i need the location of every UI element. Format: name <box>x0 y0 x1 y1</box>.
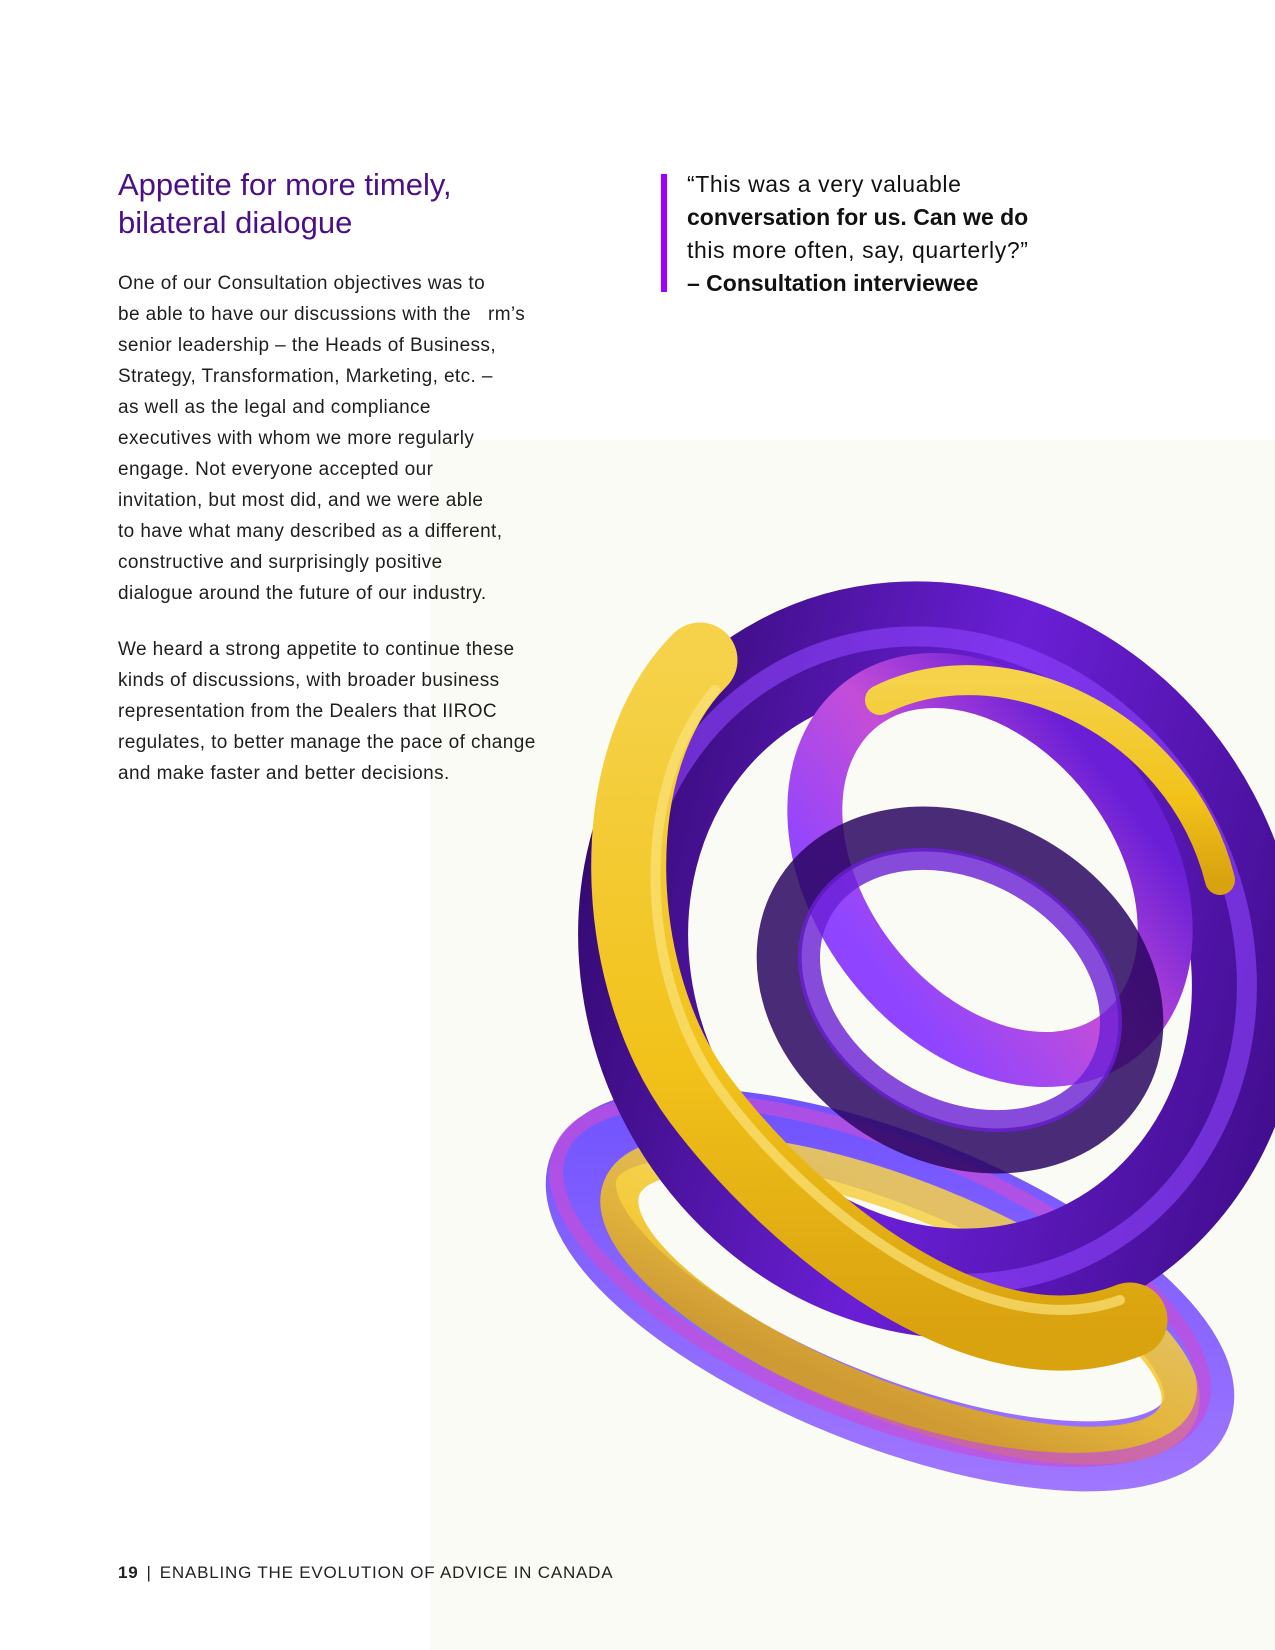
paragraph-line: executives with whom we more regularly <box>118 428 475 449</box>
quote-accent-bar <box>661 174 667 292</box>
page-footer <box>118 1562 613 1584</box>
paragraph-line: invitation, but most did, and we were able <box>118 490 484 511</box>
paragraph-line: Strategy, Transformation, Marketing, etc. – <box>118 366 493 387</box>
page-number: 19 <box>118 1563 139 1582</box>
body-paragraph-1 <box>118 268 618 609</box>
footer-title: ENABLING THE EVOLUTION OF ADVICE IN CANADA <box>159 1563 614 1582</box>
paragraph-line: to have what many described as a different, <box>118 521 503 542</box>
quote-attribution: – Consultation interviewee <box>687 270 979 296</box>
paragraph-line: representation from the Dealers that IIROC <box>118 701 498 722</box>
quote-line-2: conversation for us. Can we do <box>687 204 1029 230</box>
paragraph-line: kinds of discussions, with broader business <box>118 670 500 691</box>
pull-quote <box>687 168 1147 300</box>
paragraph-line: senior leadership – the Heads of Business, <box>118 335 497 356</box>
quote-line-3: this more often, say, quarterly?” <box>687 237 1029 263</box>
quote-line-1: “This was a very valuable <box>687 171 962 197</box>
section-heading-line-1: Appetite for more timely, <box>118 167 452 202</box>
section-heading <box>118 166 578 242</box>
paragraph-line: constructive and surprisingly positive <box>118 552 443 573</box>
body-paragraph-2 <box>118 634 618 789</box>
paragraph-line: and make faster and better decisions. <box>118 763 450 784</box>
paragraph-line: We heard a strong appetite to continue these <box>118 639 515 660</box>
paragraph-line: as well as the legal and compliance <box>118 397 431 418</box>
paragraph-line: be able to have our discussions with the rm’s <box>118 304 526 325</box>
paragraph-line: engage. Not everyone accepted our <box>118 459 434 480</box>
footer-separator: | <box>146 1563 152 1582</box>
paragraph-line: dialogue around the future of our industry. <box>118 583 487 604</box>
section-heading-line-2: bilateral dialogue <box>118 205 353 240</box>
paragraph-line: One of our Consultation objectives was to <box>118 273 486 294</box>
paragraph-line: regulates, to better manage the pace of change <box>118 732 536 753</box>
